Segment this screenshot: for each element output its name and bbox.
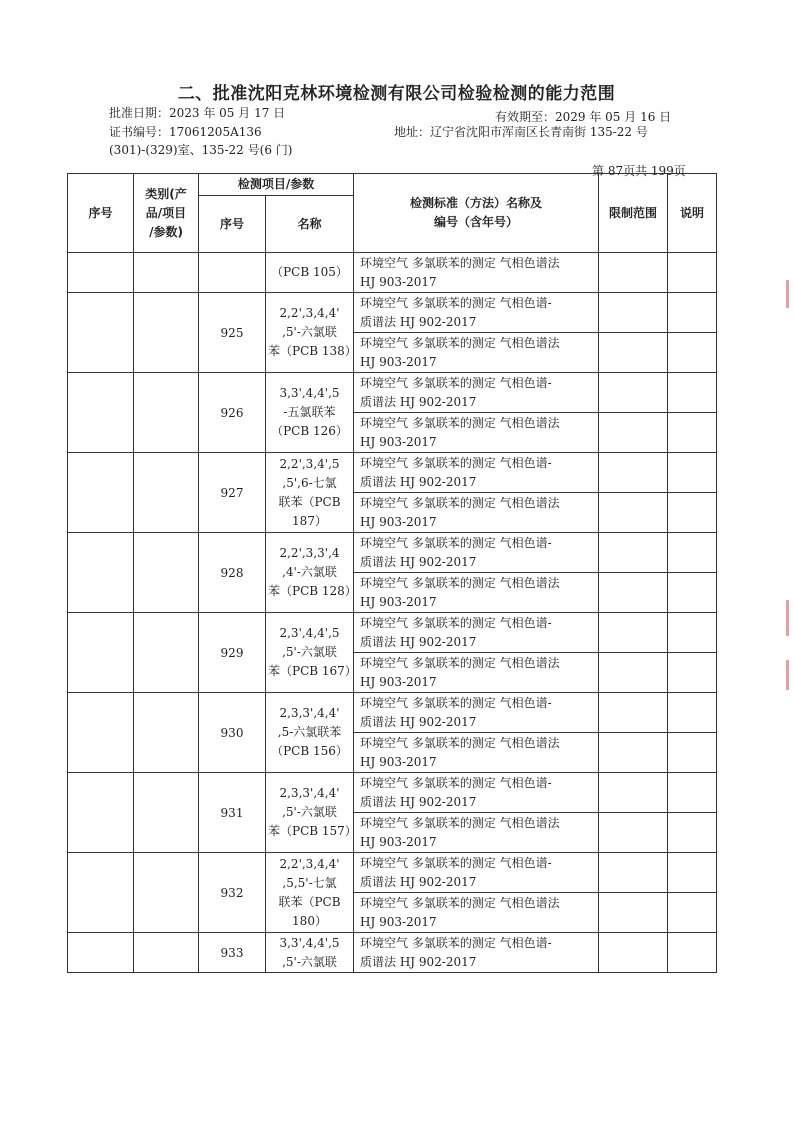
standard-cell [354, 333, 599, 373]
table-row [68, 293, 717, 333]
limit-cell [599, 493, 668, 533]
table-row [68, 773, 717, 813]
item-number: 925 [199, 293, 266, 373]
row-seq-cell [68, 373, 134, 453]
item-name [266, 453, 354, 533]
standard-cell [354, 773, 599, 813]
item-name-line: 2,3',4,4',5 [279, 626, 340, 640]
limit-cell [599, 293, 668, 333]
item-name-line: -五氯联苯 [283, 405, 336, 419]
item-number [199, 253, 266, 293]
item-number: 932 [199, 853, 266, 933]
row-category-cell [134, 373, 199, 453]
standard-line: 质谱法 HJ 902-2017 [360, 314, 477, 329]
table-row [68, 453, 717, 493]
standard-line: 环境空气 多氯联苯的测定 气相色谱- [360, 775, 552, 790]
standard-line: 环境空气 多氯联苯的测定 气相色谱- [360, 535, 552, 550]
standard-line: 环境空气 多氯联苯的测定 气相色谱- [360, 935, 552, 950]
limit-cell [599, 373, 668, 413]
standard-line: 环境空气 多氯联苯的测定 气相色谱法 [360, 495, 560, 510]
item-name-line: ,5',6-七氯 [282, 475, 337, 490]
row-category-cell [134, 253, 199, 293]
limit-cell [599, 813, 668, 853]
row-category-cell [134, 453, 199, 533]
standard-cell [354, 533, 599, 573]
red-ink-mark [786, 660, 789, 690]
valid-until: 有效期至：2029 年 05 月 16 日 [495, 110, 672, 124]
standard-line: 环境空气 多氯联苯的测定 气相色谱- [360, 855, 552, 870]
item-name-line: （PCB 126） [271, 424, 348, 438]
standard-line: 环境空气 多氯联苯的测定 气相色谱法 [360, 575, 560, 590]
item-name-line: 2,2',3,4,4' [279, 856, 340, 871]
header-items-group: 检测项目/参数 [199, 174, 354, 196]
note-cell [668, 573, 717, 613]
row-seq-cell [68, 773, 134, 853]
standard-cell [354, 893, 599, 933]
standard-line: 质谱法 HJ 902-2017 [360, 794, 477, 809]
row-category-cell [134, 773, 199, 853]
note-cell [668, 653, 717, 693]
note-cell [668, 293, 717, 333]
standard-line: 环境空气 多氯联苯的测定 气相色谱法 [360, 815, 560, 830]
limit-cell [599, 333, 668, 373]
item-name-line: ,4'-六氯联 [282, 565, 337, 579]
item-name-line: 苯（PCB 128） [268, 584, 357, 598]
note-cell [668, 853, 717, 893]
standard-cell [354, 493, 599, 533]
red-ink-mark [786, 280, 789, 308]
row-category-cell [134, 693, 199, 773]
standard-cell [354, 933, 599, 973]
standard-line: HJ 903-2017 [360, 514, 437, 529]
note-cell [668, 733, 717, 773]
standard-line: 质谱法 HJ 902-2017 [360, 634, 477, 649]
row-seq-cell [68, 453, 134, 533]
standard-line: 环境空气 多氯联苯的测定 气相色谱法 [360, 255, 560, 270]
limit-cell [599, 573, 668, 613]
item-name-line: ,5'-六氯联 [282, 325, 337, 339]
header-standard: 检测标准（方法）名称及 编号（含年号） [354, 174, 599, 253]
standard-line: 质谱法 HJ 902-2017 [360, 554, 477, 569]
standard-line: 环境空气 多氯联苯的测定 气相色谱- [360, 455, 552, 470]
limit-cell [599, 653, 668, 693]
standard-line: 质谱法 HJ 902-2017 [360, 874, 477, 889]
table-row [68, 533, 717, 573]
row-category-cell [134, 853, 199, 933]
standard-line: HJ 903-2017 [360, 354, 437, 369]
item-name [266, 853, 354, 933]
item-name-line: ,5'-六氯联 [282, 954, 337, 969]
standard-cell [354, 693, 599, 733]
address-continued: (301)-(329)室、135-22 号(6 门) [109, 143, 293, 157]
note-cell [668, 253, 717, 293]
page-title: 二、批准沈阳克林环境检测有限公司检验检测的能力范围 [177, 84, 616, 104]
row-category-cell [134, 293, 199, 373]
table-row [68, 693, 717, 733]
standard-cell [354, 733, 599, 773]
item-name-line: 2,2',3,4,4' [279, 306, 340, 320]
limit-cell [599, 613, 668, 653]
item-name [266, 293, 357, 373]
row-seq-cell [68, 853, 134, 933]
note-cell [668, 453, 717, 493]
limit-cell [599, 693, 668, 733]
capability-table [67, 173, 717, 973]
standard-cell [354, 573, 599, 613]
item-name-line: 苯（PCB 157） [268, 824, 357, 838]
table-row [68, 613, 717, 653]
item-name-line: ,5-六氯联苯 [277, 725, 342, 739]
item-name-line: ,5'-六氯联 [282, 645, 337, 659]
standard-cell [354, 453, 599, 493]
item-number: 929 [199, 613, 266, 693]
certificate-number: 证书编号：17061205A136 [109, 125, 262, 139]
item-name [266, 693, 354, 773]
limit-cell [599, 453, 668, 493]
table-row [68, 853, 717, 893]
standard-line: 环境空气 多氯联苯的测定 气相色谱- [360, 375, 552, 390]
item-name-line: ,5,5'-七氯 [282, 875, 337, 890]
standard-cell [354, 373, 599, 413]
item-name-line: ,5'-六氯联 [282, 805, 337, 819]
item-name-line: （PCB 105） [271, 265, 348, 279]
limit-cell [599, 853, 668, 893]
limit-cell [599, 733, 668, 773]
note-cell [668, 693, 717, 733]
item-number: 927 [199, 453, 266, 533]
item-name [266, 253, 354, 293]
item-name-line: 2,2',3,4',5 [279, 456, 340, 471]
item-name [266, 533, 357, 613]
note-cell [668, 413, 717, 453]
item-name [266, 373, 354, 453]
row-seq-cell [68, 293, 134, 373]
standard-line: 环境空气 多氯联苯的测定 气相色谱- [360, 695, 552, 710]
standard-line: 环境空气 多氯联苯的测定 气相色谱法 [360, 895, 560, 910]
limit-cell [599, 413, 668, 453]
item-name-line: 3,3',4,4',5 [279, 386, 340, 400]
standard-line: HJ 903-2017 [360, 754, 437, 769]
standard-line: 环境空气 多氯联苯的测定 气相色谱- [360, 295, 552, 310]
standard-cell [354, 253, 599, 293]
standard-cell [354, 853, 599, 893]
limit-cell [599, 773, 668, 813]
address: 地址：辽宁省沈阳市浑南区长青南街 135-22 号 [394, 125, 648, 139]
note-cell [668, 333, 717, 373]
standard-line: HJ 903-2017 [360, 914, 437, 929]
standard-line: 质谱法 HJ 902-2017 [360, 394, 477, 409]
row-seq-cell [68, 613, 134, 693]
standard-line: 质谱法 HJ 902-2017 [360, 474, 477, 489]
standard-line: HJ 903-2017 [360, 674, 437, 689]
item-name [266, 773, 357, 853]
approval-date: 批准日期：2023 年 05 月 17 日 [109, 106, 286, 120]
row-category-cell [134, 533, 199, 613]
item-name-line: 2,3,3',4,4' [279, 786, 340, 800]
note-cell [668, 813, 717, 853]
standard-line: HJ 903-2017 [360, 274, 437, 289]
standard-cell [354, 413, 599, 453]
row-category-cell [134, 613, 199, 693]
header-item-seq: 序号 [199, 196, 266, 253]
item-name-line: 联苯（PCB [278, 494, 341, 509]
item-name-line: （PCB 156） [271, 744, 348, 758]
standard-cell [354, 613, 599, 653]
item-name-line: 2,3,3',4,4' [279, 706, 340, 720]
item-number: 931 [199, 773, 266, 853]
red-ink-mark [786, 600, 789, 636]
note-cell [668, 373, 717, 413]
standard-line: HJ 903-2017 [360, 834, 437, 849]
item-name [266, 933, 354, 973]
row-category-cell [134, 933, 199, 973]
limit-cell [599, 533, 668, 573]
standard-line: 环境空气 多氯联苯的测定 气相色谱法 [360, 655, 560, 670]
standard-cell [354, 653, 599, 693]
note-cell [668, 893, 717, 933]
standard-line: 环境空气 多氯联苯的测定 气相色谱法 [360, 735, 560, 750]
item-name-line: 187） [292, 513, 327, 528]
note-cell [668, 613, 717, 653]
item-number: 933 [199, 933, 266, 973]
limit-cell [599, 253, 668, 293]
standard-line: HJ 903-2017 [360, 594, 437, 609]
standard-line: 质谱法 HJ 902-2017 [360, 954, 477, 969]
note-cell [668, 773, 717, 813]
row-seq-cell [68, 253, 134, 293]
limit-cell [599, 893, 668, 933]
standard-line: 质谱法 HJ 902-2017 [360, 714, 477, 729]
header-category: 类别(产 品/项目 /参数) [134, 174, 199, 253]
standard-cell [354, 813, 599, 853]
item-name-line: 联苯（PCB [278, 894, 341, 909]
header-seq: 序号 [68, 174, 134, 253]
header-note: 说明 [668, 174, 717, 253]
item-name-line: 苯（PCB 167） [268, 664, 357, 678]
standard-line: HJ 903-2017 [360, 434, 437, 449]
limit-cell [599, 933, 668, 973]
header-limit: 限制范围 [599, 174, 668, 253]
standard-line: 环境空气 多氯联苯的测定 气相色谱- [360, 615, 552, 630]
item-number: 930 [199, 693, 266, 773]
table-row [68, 253, 717, 293]
header-item-name: 名称 [266, 196, 354, 253]
table-row [68, 933, 717, 973]
item-name-line: 2,2',3,3',4 [279, 546, 340, 560]
row-seq-cell [68, 693, 134, 773]
standard-line: 环境空气 多氯联苯的测定 气相色谱法 [360, 335, 560, 350]
item-name [266, 613, 357, 693]
standard-cell [354, 293, 599, 333]
item-number: 928 [199, 533, 266, 613]
row-seq-cell [68, 933, 134, 973]
note-cell [668, 493, 717, 533]
item-name-line: 3,3',4,4',5 [279, 935, 340, 950]
page-number: 第 87页共 199页 [592, 164, 686, 178]
item-name-line: 苯（PCB 138） [268, 344, 357, 358]
item-number: 926 [199, 373, 266, 453]
note-cell [668, 533, 717, 573]
note-cell [668, 933, 717, 973]
row-seq-cell [68, 533, 134, 613]
item-name-line: 180） [292, 913, 327, 928]
table-row [68, 373, 717, 413]
standard-line: 环境空气 多氯联苯的测定 气相色谱法 [360, 415, 560, 430]
